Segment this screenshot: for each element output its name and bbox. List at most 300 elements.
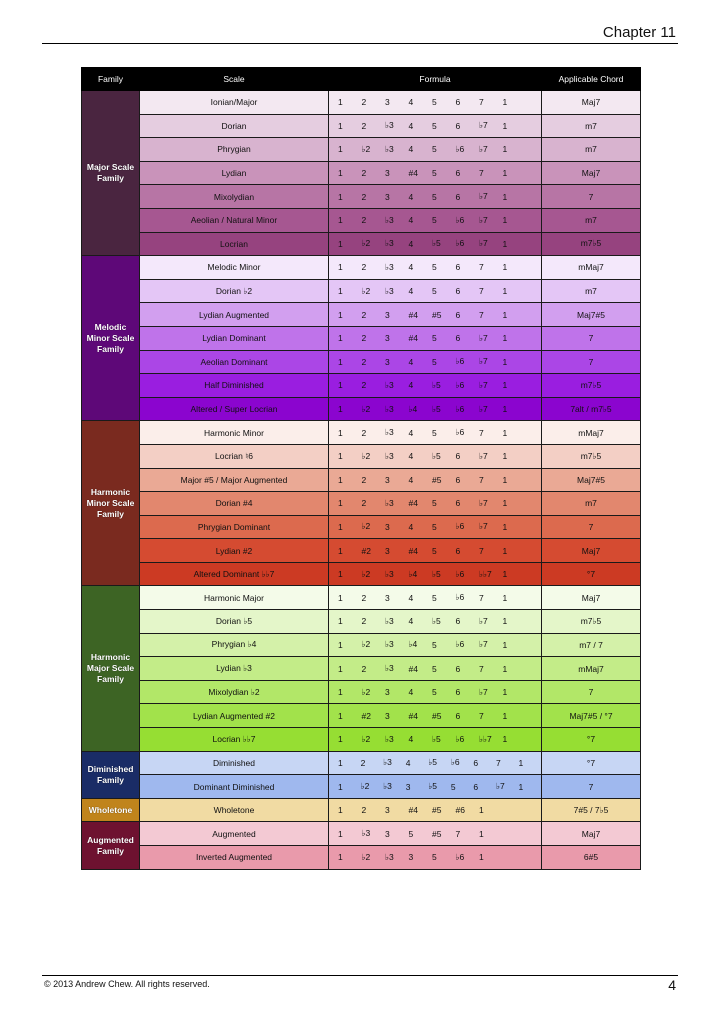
scale-degree: #4 [408,805,418,816]
scale-degree: 1 [338,120,343,131]
scale-degree: 4 [408,734,414,745]
scale-degree: 1 [338,404,343,415]
table-row [82,822,641,846]
scale-degree: 1 [502,451,508,462]
scale-degree: 1 [502,333,508,344]
scale-degree: 1 [502,498,508,509]
scale-name: Aeolian Dominant [140,350,329,374]
scale-degree: ♭3 [385,639,394,650]
scale-name: Ionian/Major [140,91,329,115]
scale-degree: ♭♭7 [479,733,492,744]
scale-degree: ♭7 [479,143,488,154]
scale-degree: 4 [405,757,411,768]
scale-degree: 3 [385,710,390,721]
scale-degree: 1 [338,639,343,650]
scale-degree: #4 [408,545,418,556]
scale-degree: 2 [361,262,367,273]
applicable-chord: m7♭5 [542,374,641,398]
family-label: Diminished Family [82,751,140,798]
scale-degree: ♭6 [455,379,465,390]
scale-name: Phrygian ♭4 [140,633,329,657]
scale-degree: ♭7 [479,379,488,390]
formula-cell [329,421,542,445]
scale-degree: 6 [455,262,461,273]
scale-degree: 1 [338,521,343,532]
applicable-chord: Maj7 [542,539,641,563]
scale-degree: ♭3 [385,143,394,154]
table-row [82,657,641,681]
scale-degree: 4 [408,521,414,532]
column-header-family: Family [82,68,140,91]
scale-degree: #5 [432,828,442,839]
table-row [82,397,641,421]
scale-degree: 7 [479,710,484,721]
scale-degree: 5 [432,687,437,698]
scale-degree: 5 [408,828,414,839]
scale-degree: ♭3 [385,568,394,579]
scale-degree: ♭2 [361,521,371,532]
scale-degree: 1 [479,828,484,839]
header-rule [42,43,678,44]
scale-degree: 2 [361,427,367,438]
scale-degree: ♭2 [361,568,371,579]
page-number: 4 [668,977,676,993]
formula-cell [329,232,542,256]
scale-degree: 1 [502,380,508,391]
scale-name: Altered Dominant ♭♭7 [140,562,329,586]
scale-name: Lydian #2 [140,539,329,563]
scale-degree: 4 [408,380,414,391]
scale-degree: ♭6 [455,592,465,603]
scale-degree: ♭5 [432,568,441,579]
table-row [82,161,641,185]
scale-name: Inverted Augmented [140,846,329,870]
scale-degree: 4 [408,120,414,131]
scale-name: Half Diminished [140,374,329,398]
scale-degree: ♭3 [385,497,394,508]
applicable-chord: m7♭5 [542,232,641,256]
scale-degree: 4 [408,97,414,108]
scale-name: Harmonic Major [140,586,329,610]
scale-degree: 1 [338,569,343,580]
scale-degree: 7 [479,262,484,273]
scale-degree: 7 [479,427,484,438]
table-row [82,421,641,445]
scale-degree: ♭7 [479,639,488,650]
scale-degree: 5 [432,262,437,273]
table-row [82,232,641,256]
applicable-chord: Maj7 [542,91,641,115]
scale-degree: #4 [408,333,418,344]
scale-degree: ♭5 [432,379,441,390]
applicable-chord: 7 [542,775,641,799]
scale-degree: 6 [455,616,461,627]
scale-degree: 5 [432,592,437,603]
table-body [82,91,641,870]
scale-degree: 1 [338,592,343,603]
scale-degree: ♭4 [408,403,418,414]
family-label: Major Scale Family [82,91,140,256]
scale-degree: ♭2 [361,450,371,461]
scale-degree: 1 [338,380,343,391]
scale-degree: 6 [455,191,461,202]
applicable-chord: °7 [542,751,641,775]
scale-degree: 4 [408,191,414,202]
table-row [82,185,641,209]
scale-degree: 1 [502,663,508,674]
scale-degree: 6 [455,97,461,108]
applicable-chord: m7 [542,279,641,303]
scale-degree: 5 [432,191,437,202]
scale-degree: 1 [338,757,343,768]
scale-degree: 3 [385,521,390,532]
table-row [82,326,641,350]
scale-degree: 5 [432,639,437,650]
scale-degree: 3 [385,687,390,698]
scale-degree: 6 [455,687,461,698]
scale-degree: ♭3 [385,450,394,461]
scale-degree: 2 [361,498,367,509]
scale-degree: 2 [361,168,367,179]
scale-degree: 3 [385,333,390,344]
scale-degree: 1 [502,262,508,273]
scale-name: Lydian Augmented [140,303,329,327]
scale-degree: ♭5 [432,615,441,626]
scale-degree: 5 [432,333,437,344]
scale-degree: 5 [432,215,437,226]
scale-degree: 1 [502,120,508,131]
applicable-chord: mMaj7 [542,421,641,445]
scale-degree: 6 [455,168,461,179]
scale-degree: 1 [338,168,343,179]
scale-degree: 1 [338,427,343,438]
scale-degree: 4 [408,687,414,698]
formula-cell [329,846,542,870]
scale-degree: 2 [361,474,367,485]
scale-degree: ♭7 [479,686,488,697]
scale-degree: 1 [502,427,508,438]
scale-degree: 1 [502,215,508,226]
scale-name: Dorian ♭5 [140,610,329,634]
scale-degree: 3 [385,191,390,202]
scale-name: Lydian [140,161,329,185]
table-row [82,138,641,162]
family-label: Melodic Minor Scale Family [82,256,140,421]
formula-cell [329,657,542,681]
scale-degree: ♭4 [408,568,418,579]
scale-degree: #5 [432,309,442,320]
scale-degree: 1 [502,592,508,603]
table-row [82,798,641,822]
applicable-chord: Maj7#5 / °7 [542,704,641,728]
scale-degree: ♭3 [385,733,394,744]
scale-degree: 2 [361,380,367,391]
applicable-chord: m7 [542,114,641,138]
table-row [82,91,641,115]
formula-cell [329,562,542,586]
scale-degree: 3 [385,592,390,603]
copyright-notice: © 2013 Andrew Chew. All rights reserved. [44,979,210,989]
table-row [82,633,641,657]
scale-degree: #5 [432,805,442,816]
scale-degree: 5 [432,168,437,179]
scale-degree: 7 [479,663,484,674]
scale-degree: ♭6 [455,568,465,579]
scale-degree: 3 [408,852,414,863]
scale-degree: 3 [385,474,390,485]
scale-degree: ♭2 [361,285,371,296]
scale-degree: 1 [338,498,343,509]
formula-cell [329,633,542,657]
formula-cell [329,185,542,209]
scale-degree: 5 [432,852,437,863]
scale-degree: ♭7 [479,191,488,202]
scale-degree: 6 [455,498,461,509]
scale-degree: ♭7 [479,450,488,461]
scale-degree: 6 [455,545,461,556]
formula-cell [329,798,542,822]
scale-degree: 6 [473,781,479,792]
formula-cell [329,397,542,421]
formula-cell [329,114,542,138]
scale-name: Dorian #4 [140,492,329,516]
scale-degree: 2 [361,616,367,627]
scale-degree: 3 [385,828,390,839]
scale-degree: #5 [432,710,442,721]
scale-degree: 1 [338,215,343,226]
scale-degree: ♭4 [408,639,418,650]
scale-name: Dominant Diminished [140,775,329,799]
table-row [82,515,641,539]
scale-degree: 7 [455,828,461,839]
formula-cell [329,91,542,115]
scale-degree: ♭7 [479,238,488,249]
scale-degree: 1 [502,710,508,721]
formula-cell [329,468,542,492]
applicable-chord: °7 [542,728,641,752]
scale-degree: 3 [385,545,390,556]
table-row [82,539,641,563]
scale-degree: 1 [338,474,343,485]
applicable-chord: 7 [542,185,641,209]
table-row [82,492,641,516]
scale-degree: ♭3 [385,427,394,438]
applicable-chord: m7♭5 [542,444,641,468]
scale-degree: ♭3 [385,615,394,626]
scale-degree: ♭6 [455,427,465,438]
scale-degree: 4 [408,238,414,249]
family-label: Harmonic Major Scale Family [82,586,140,751]
scale-degree: ♭6 [455,238,465,249]
formula-cell [329,704,542,728]
applicable-chord: m7 [542,492,641,516]
scale-degree: 5 [432,427,437,438]
scale-degree: #2 [361,710,371,721]
scale-degree: ♭5 [432,238,441,249]
applicable-chord: Maj7 [542,822,641,846]
scale-degree: #6 [455,805,465,816]
family-label: Augmented Family [82,822,140,869]
scale-degree: ♭7 [479,615,488,626]
scale-degree: 1 [502,734,508,745]
column-header-scale: Scale [140,68,329,91]
scale-name: Locrian [140,232,329,256]
formula-cell [329,138,542,162]
scale-degree: 6 [455,451,461,462]
formula-cell [329,751,542,775]
table-row [82,374,641,398]
scale-degree: #4 [408,498,418,509]
table-row [82,562,641,586]
applicable-chord: mMaj7 [542,256,641,280]
table-row [82,444,641,468]
scale-name: Dorian ♭2 [140,279,329,303]
scale-degree: 4 [408,215,414,226]
scale-degree: 1 [502,191,508,202]
scale-degree: 2 [361,309,367,320]
scale-degree: 4 [408,144,414,155]
scale-degree: #5 [432,474,442,485]
applicable-chord: Maj7 [542,586,641,610]
scale-name: Diminished [140,751,329,775]
scale-degree: 4 [408,262,414,273]
scale-degree: 1 [338,663,343,674]
applicable-chord: 7alt / m7♭5 [542,397,641,421]
scale-degree: 7 [479,474,484,485]
scale-degree: ♭7 [479,521,488,532]
scale-degree: 4 [408,286,414,297]
scale-degree: ♭5 [432,450,441,461]
formula-cell [329,586,542,610]
scale-degree: 5 [432,144,437,155]
scale-degree: #4 [408,710,418,721]
scale-degree: 1 [338,805,343,816]
scale-degree: ♭3 [385,285,394,296]
scale-degree: 1 [479,805,484,816]
formula-cell [329,161,542,185]
formula-cell [329,208,542,232]
family-label: Wholetone [82,798,140,822]
scale-degree: 5 [432,286,437,297]
scale-degree: ♭6 [455,639,465,650]
scale-degree: 7 [479,545,484,556]
scale-name: Mixolydian [140,185,329,209]
scale-degree: 1 [338,191,343,202]
applicable-chord: m7♭5 [542,610,641,634]
scale-degree: 6 [455,286,461,297]
table-row [82,208,641,232]
formula-cell [329,680,542,704]
scale-degree: 1 [338,781,343,792]
scale-degree: ♭3 [385,403,394,414]
scale-degree: 4 [408,451,414,462]
scale-degree: 1 [502,545,508,556]
scale-degree: ♭6 [455,356,465,367]
scale-degree: ♭3 [385,851,394,862]
scale-degree: ♭6 [455,521,465,532]
scale-degree: 2 [361,191,367,202]
scale-degree: 1 [338,545,343,556]
scale-degree: 2 [360,757,366,768]
scale-degree: ♭2 [361,686,371,697]
formula-cell [329,728,542,752]
scale-degree: 4 [408,616,414,627]
scale-degree: 1 [338,687,343,698]
scale-degree: ♭3 [385,214,394,225]
scale-name: Altered / Super Locrian [140,397,329,421]
scale-degree: 3 [385,97,390,108]
scale-degree: 5 [432,498,437,509]
scale-degree: 1 [338,852,343,863]
scale-degree: 5 [432,356,437,367]
scale-degree: ♭7 [479,497,488,508]
scale-degree: 1 [338,616,343,627]
scale-degree: 6 [473,757,479,768]
scale-degree: ♭3 [385,261,394,272]
scale-degree: ♭7 [479,332,488,343]
scale-degree: 3 [385,356,390,367]
scale-degree: ♭5 [428,757,437,768]
scale-degree: 5 [432,97,437,108]
scale-degree: #2 [361,545,371,556]
scale-name: Locrian ♭♭7 [140,728,329,752]
applicable-chord: m7 [542,138,641,162]
formula-cell [329,539,542,563]
scale-degree: ♭7 [495,781,505,792]
scale-degree: 1 [338,356,343,367]
scale-degree: 2 [361,592,367,603]
scale-degree: ♭♭7 [479,568,492,579]
scale-degree: 2 [361,356,367,367]
scale-degree: 6 [455,474,461,485]
scale-degree: ♭6 [455,403,465,414]
scale-degree: 1 [338,97,343,108]
scale-name: Augmented [140,822,329,846]
scale-degree: 7 [479,97,484,108]
scale-degree: 1 [502,521,508,532]
scale-degree: ♭6 [455,733,465,744]
applicable-chord: °7 [542,562,641,586]
scale-degree: 7 [479,592,484,603]
applicable-chord: m7 / 7 [542,633,641,657]
scale-degree: ♭7 [479,403,488,414]
scale-degree: 1 [338,734,343,745]
scale-degree: 1 [479,852,484,863]
formula-cell [329,444,542,468]
scale-degree: 4 [408,356,414,367]
scale-degree: 1 [338,144,343,155]
scale-degree: 1 [338,828,343,839]
scale-degree: 3 [385,309,390,320]
applicable-chord: 6#5 [542,846,641,870]
applicable-chord: Maj7#5 [542,468,641,492]
scale-degree: ♭5 [428,781,437,792]
scale-degree: 1 [338,262,343,273]
scale-degree: 5 [432,545,437,556]
scale-degree: ♭3 [383,781,392,792]
scale-degree: ♭2 [361,639,371,650]
table-row [82,256,641,280]
scale-name: Phrygian Dominant [140,515,329,539]
table-row [82,586,641,610]
scale-name: Phrygian [140,138,329,162]
scale-degree: 3 [385,805,390,816]
scale-degree: ♭6 [450,757,460,768]
scale-degree: ♭3 [385,238,394,249]
scale-degree: 3 [385,168,390,179]
applicable-chord: Maj7#5 [542,303,641,327]
formula-cell [329,303,542,327]
